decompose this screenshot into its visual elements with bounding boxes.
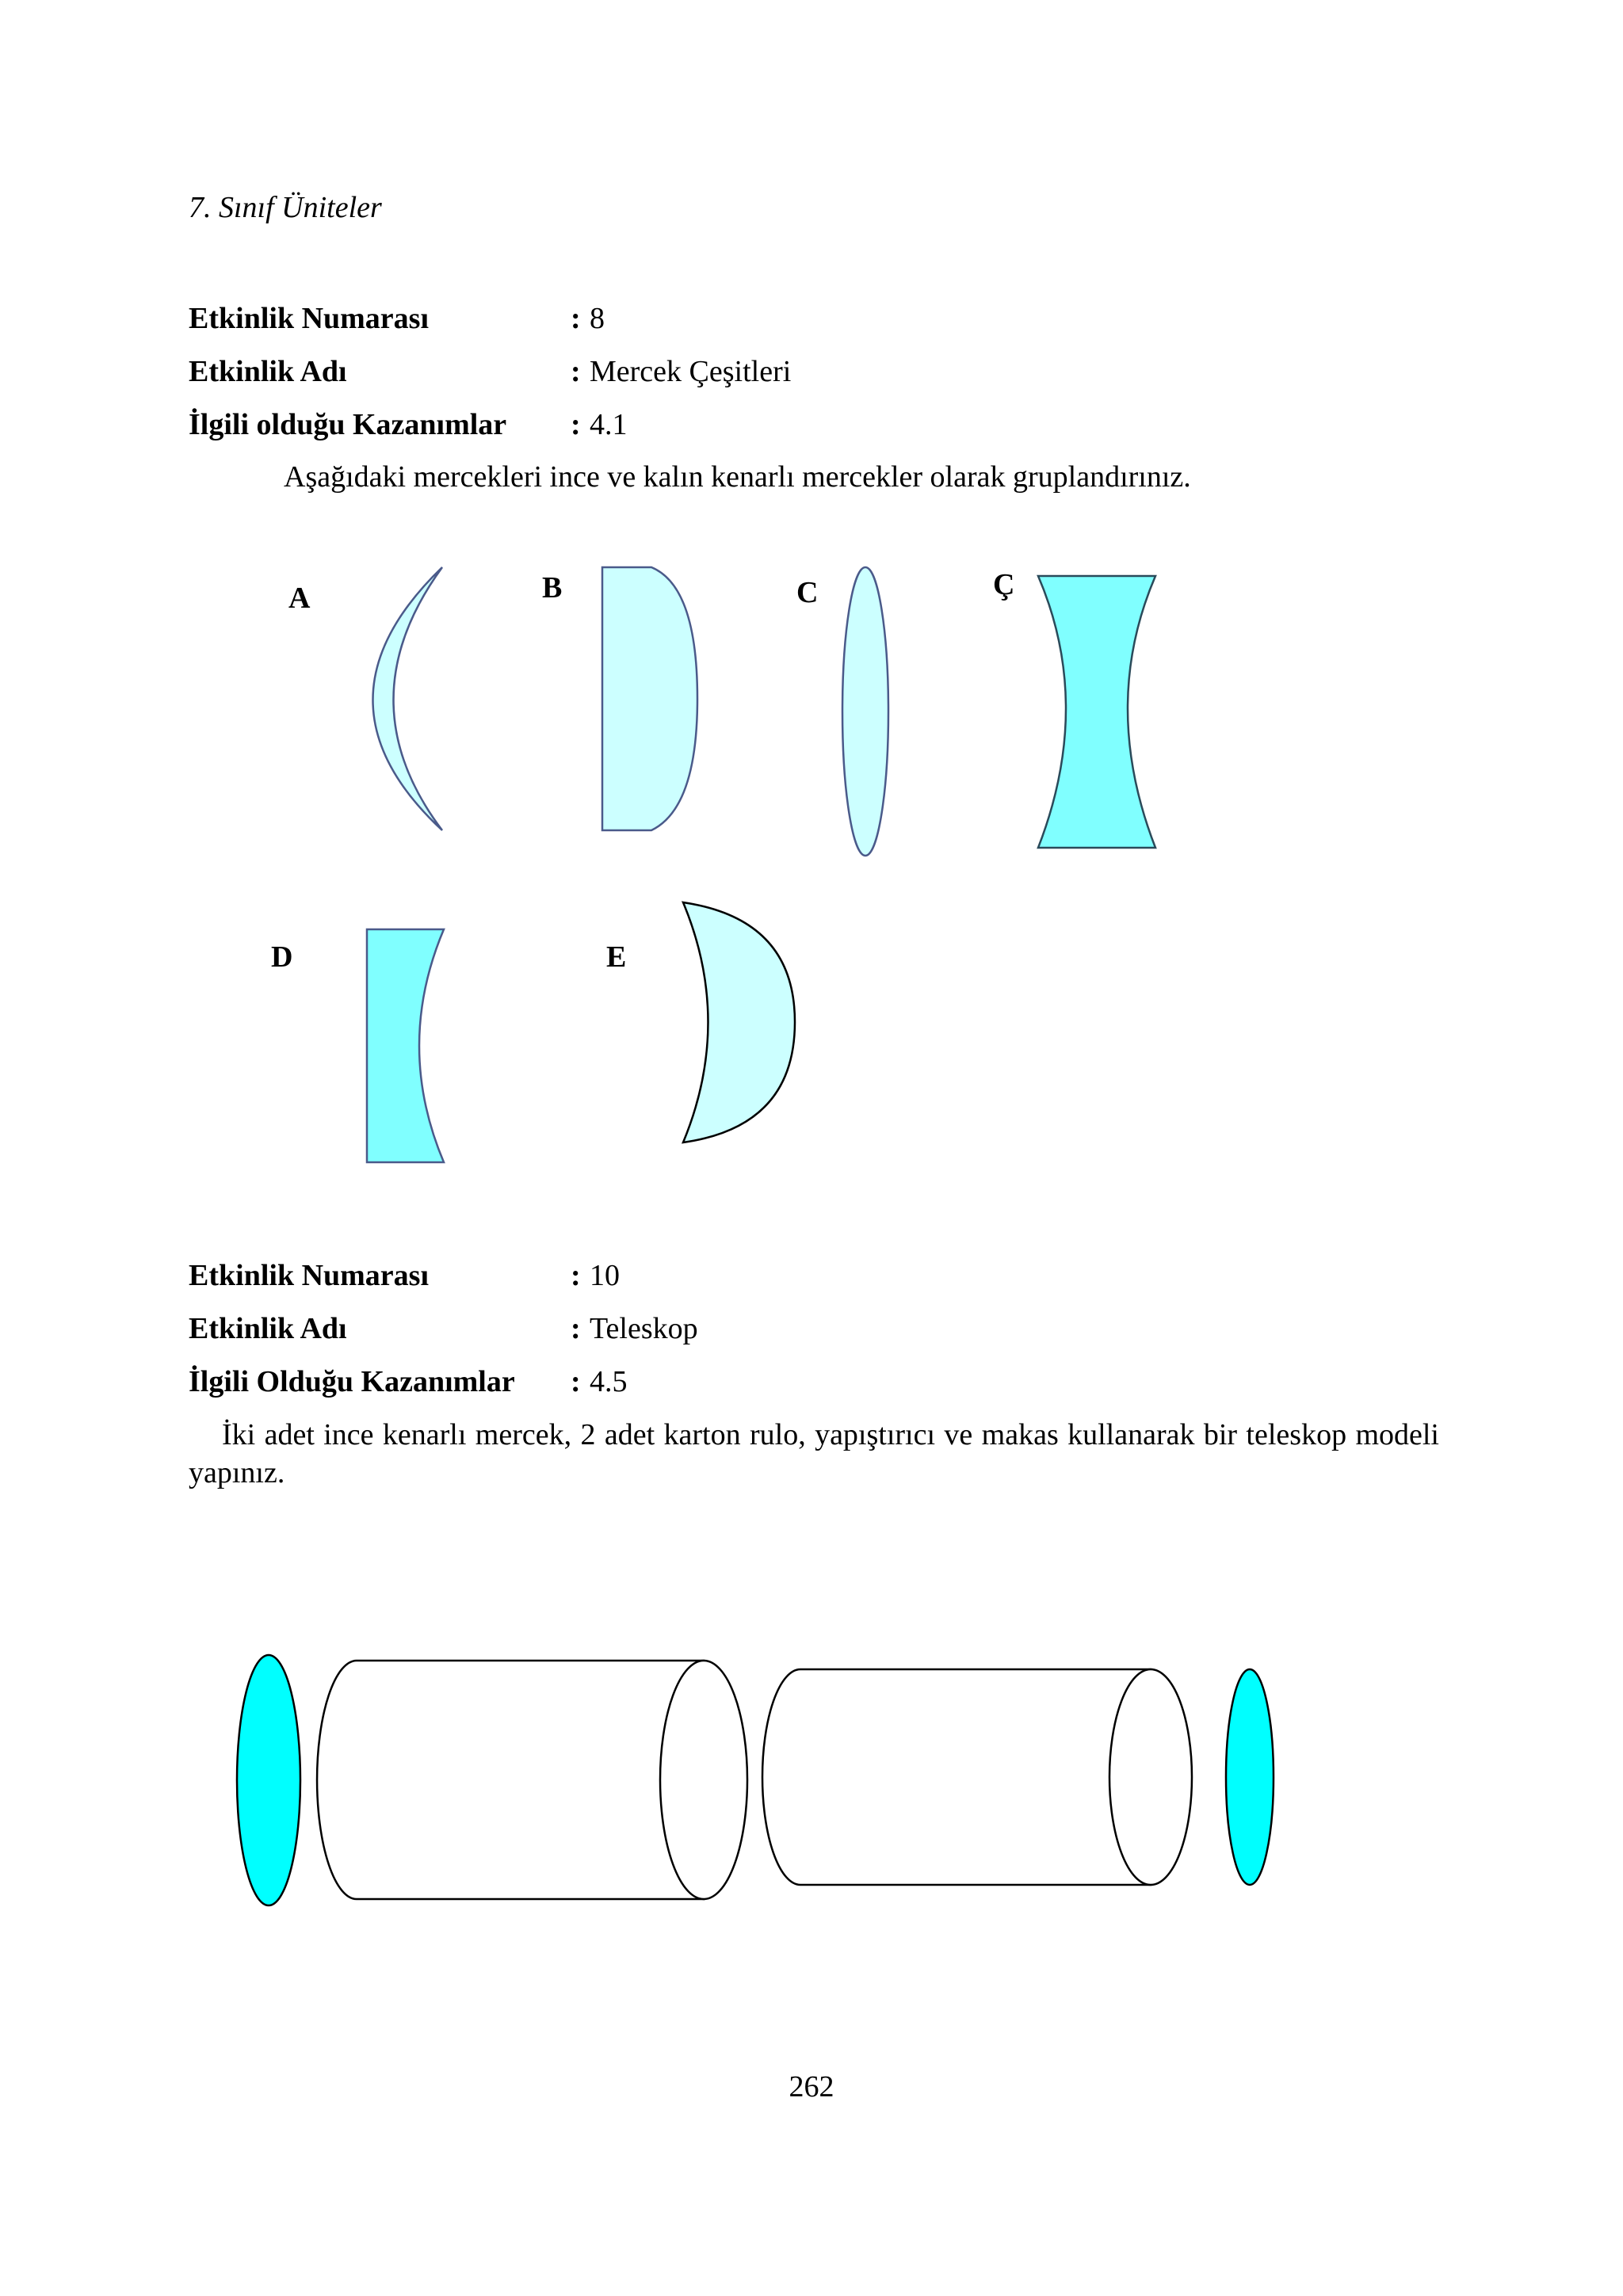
- lens-label-e: E: [606, 940, 627, 974]
- colon: :: [571, 1259, 581, 1292]
- lens-a-shape: [373, 567, 443, 830]
- lens-b-shape: [602, 567, 697, 830]
- activity-instruction: Aşağıdaki mercekleri ince ve kalın kenarlı mercekler olarak gruplandırınız.: [284, 460, 1191, 494]
- activity2-name-label: Etkinlik Adı: [189, 1312, 347, 1345]
- colon: :: [571, 302, 581, 335]
- objective-lens-shape: [237, 1655, 300, 1905]
- page-number: 262: [789, 2070, 834, 2103]
- eyepiece-lens-shape: [1226, 1669, 1274, 1885]
- lens-d-shape: [367, 929, 444, 1162]
- activity2-instruction: İki adet ince kenarlı mercek, 2 adet karton rulo, yapıştırıcı ve makas kullanarak bir teleskop modeli yapınız.: [189, 1418, 1439, 1489]
- activity-name-label: Etkinlik Adı: [189, 355, 347, 388]
- activity2-name-value: Teleskop: [590, 1312, 698, 1345]
- lens-label-d: D: [271, 940, 293, 974]
- colon: :: [571, 355, 581, 388]
- lens-c-cedilla-shape: [1038, 576, 1155, 848]
- lens-label-b: B: [542, 571, 563, 605]
- activity-number-value: 8: [590, 302, 605, 335]
- cardboard-roll-large: [317, 1661, 747, 1899]
- unit-title: 7. Sınıf Üniteler: [189, 191, 382, 224]
- activity-outcomes-value: 4.1: [590, 408, 628, 441]
- activity-name-value: Mercek Çeşitleri: [590, 355, 792, 388]
- colon: :: [571, 1312, 581, 1345]
- colon: :: [571, 408, 581, 441]
- activity-number-label: Etkinlik Numarası: [189, 302, 430, 335]
- activity2-number-value: 10: [590, 1259, 620, 1292]
- activity-outcomes-label: İlgili olduğu Kazanımlar: [189, 408, 507, 441]
- activity2-outcomes-value: 4.5: [590, 1365, 628, 1398]
- lens-c-shape: [842, 567, 888, 856]
- lens-label-c-cedilla: Ç: [993, 568, 1015, 601]
- lens-label-a: A: [288, 582, 311, 615]
- colon: :: [571, 1365, 581, 1398]
- lens-e-shape: [683, 902, 795, 1142]
- lens-label-c: C: [796, 576, 819, 609]
- activity2-outcomes-label: İlgili Olduğu Kazanımlar: [189, 1365, 515, 1398]
- cardboard-roll-small: [762, 1669, 1192, 1885]
- activity2-number-label: Etkinlik Numarası: [189, 1259, 430, 1292]
